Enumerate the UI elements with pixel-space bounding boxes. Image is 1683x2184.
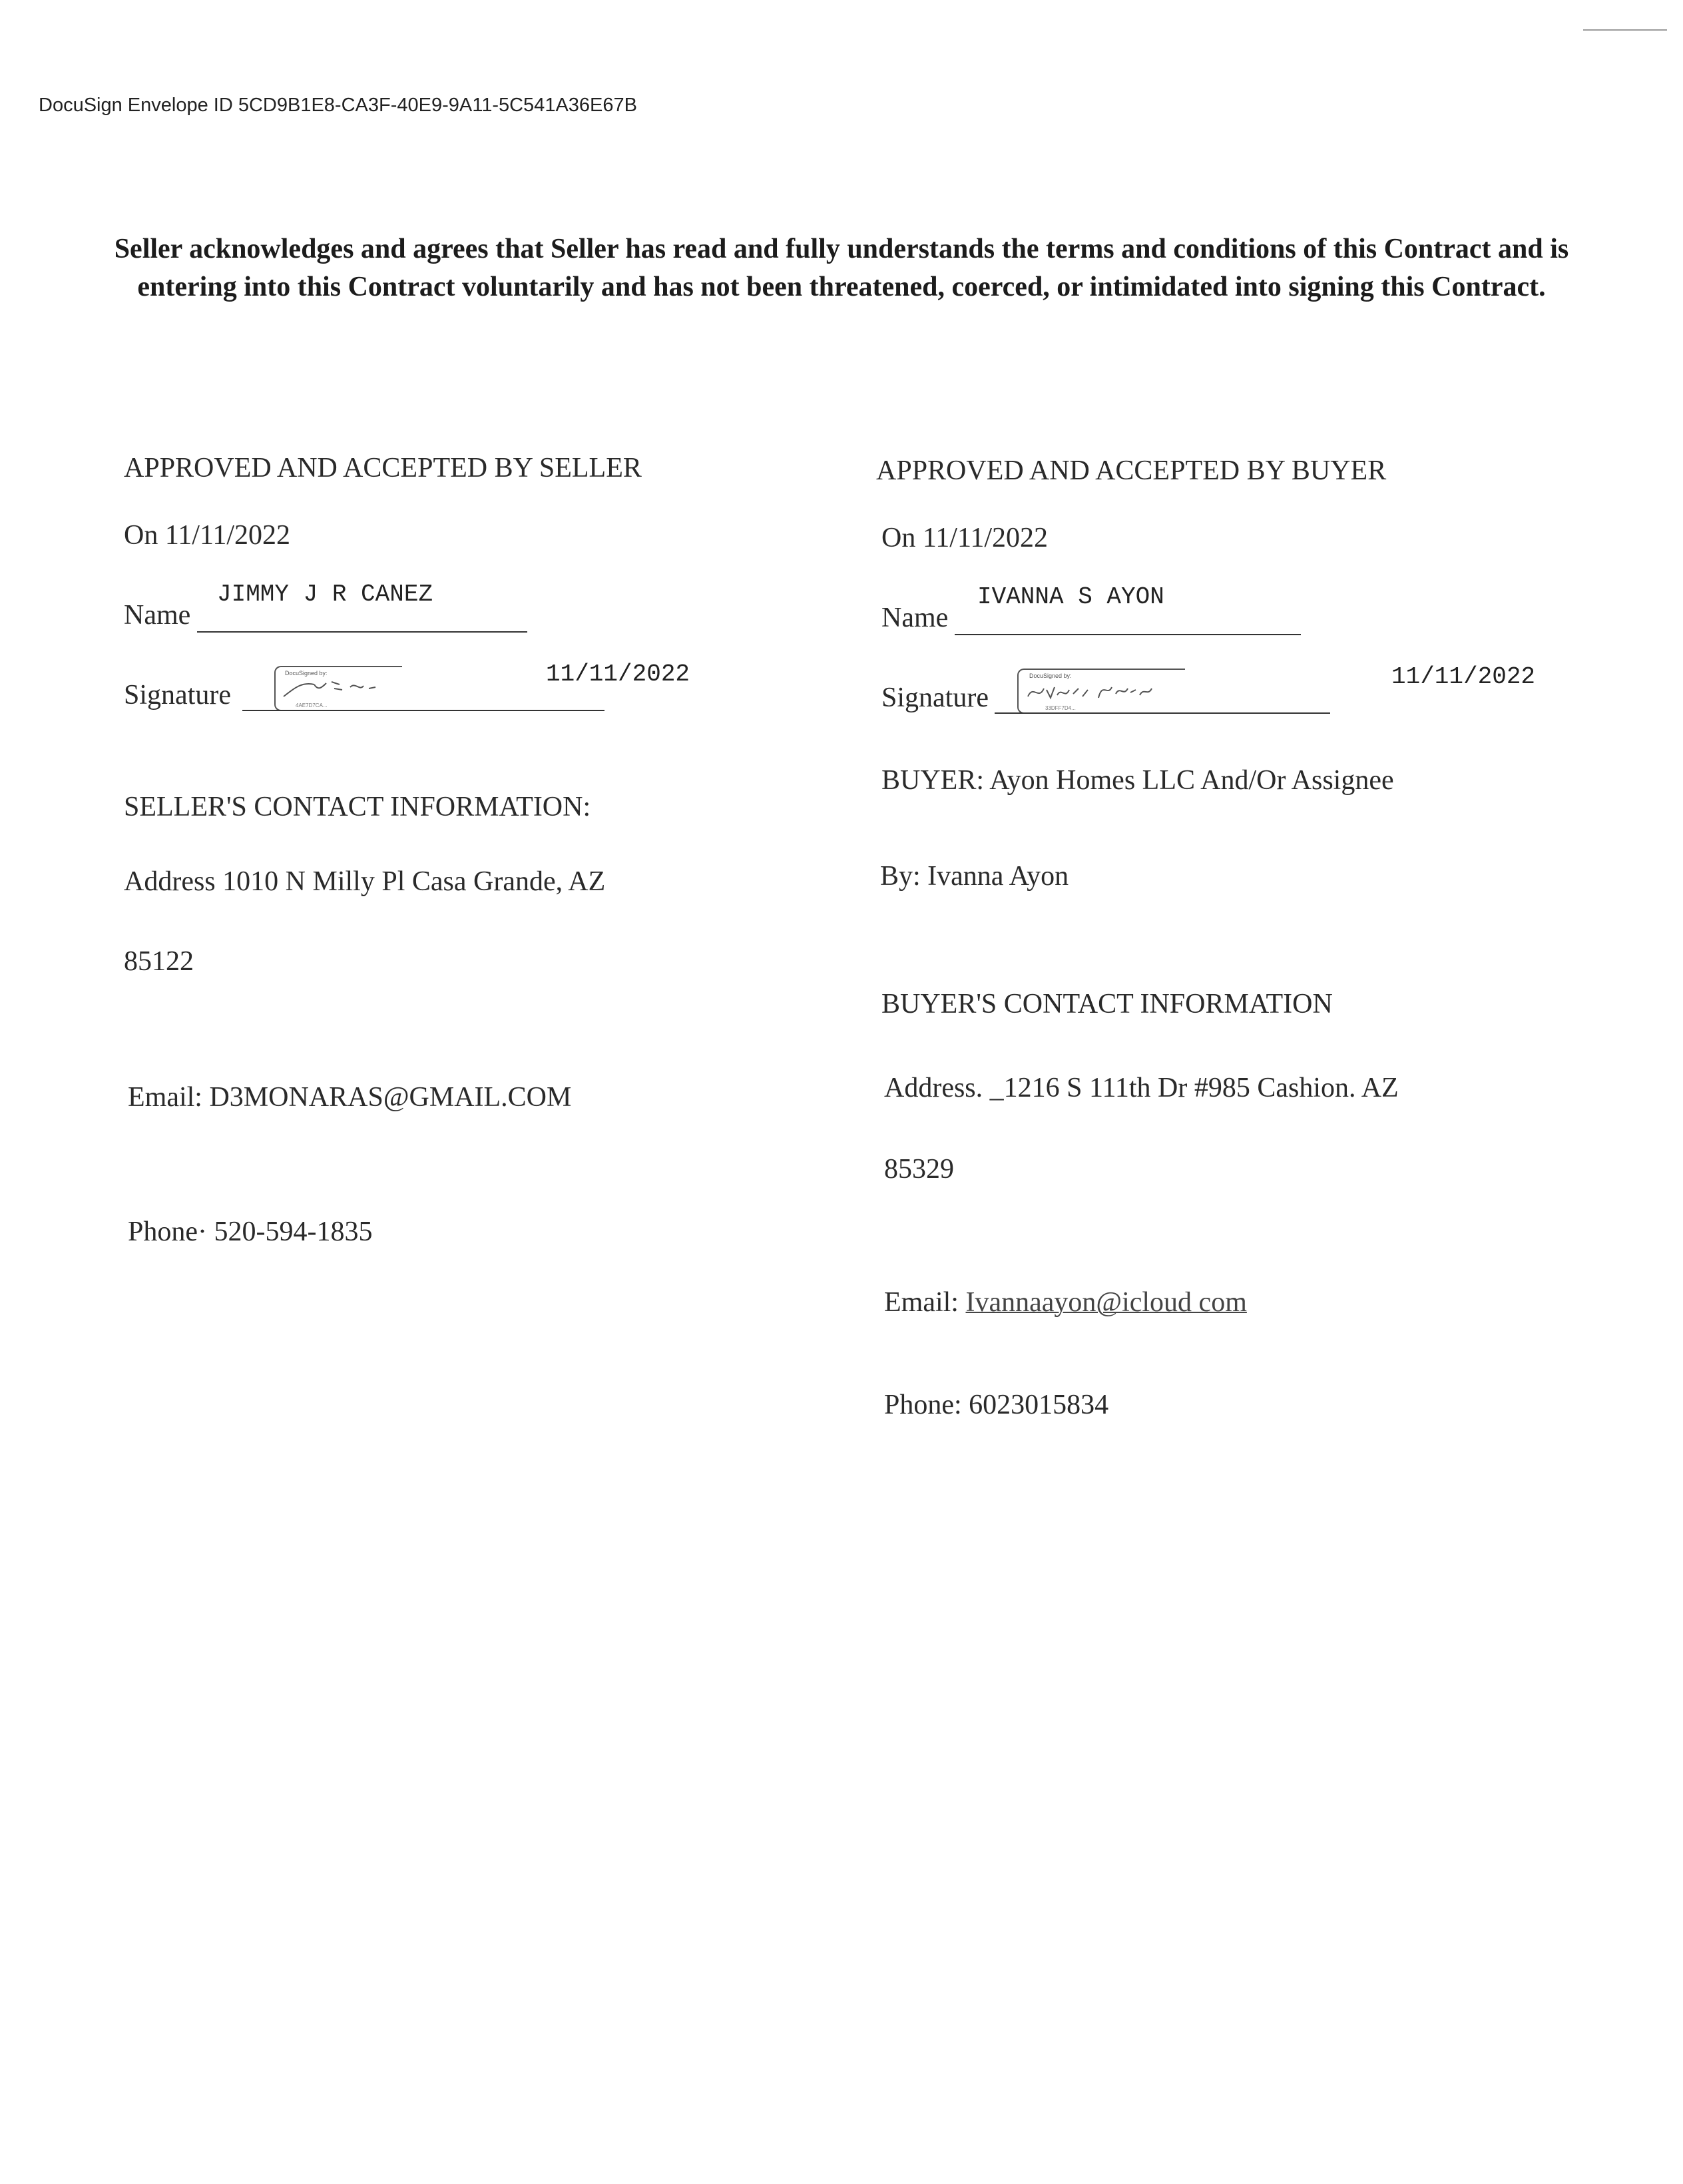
buyer-contact-heading: BUYER'S CONTACT INFORMATION — [881, 989, 1333, 1019]
buyer-signature-line — [995, 712, 1330, 714]
seller-name-value: JIMMY J R CANEZ — [217, 581, 433, 608]
buyer-address-line1: Address. _1216 S 111th Dr #985 Cashion. AZ — [884, 1073, 1399, 1103]
seller-name-label: Name — [124, 600, 191, 631]
seller-signature — [274, 666, 402, 711]
seller-signature-label: Signature — [124, 680, 231, 710]
seller-signature-line — [242, 710, 604, 711]
buyer-name-value: IVANNA S AYON — [977, 583, 1164, 611]
buyer-email-label: Email: — [884, 1287, 959, 1318]
buyer-email-link[interactable]: Ivannaayon@icloud com — [965, 1287, 1247, 1318]
seller-address-line2: 85122 — [124, 946, 194, 977]
seller-email: Email: D3MONARAS@GMAIL.COM — [128, 1082, 572, 1113]
seller-address-line1: Address 1010 N Milly Pl Casa Grande, AZ — [124, 866, 606, 897]
buyer-name-line — [955, 634, 1301, 635]
top-edge-rule — [1583, 29, 1667, 31]
envelope-id: DocuSign Envelope ID 5CD9B1E8-CA3F-40E9-9A11-5C541A36E67B — [39, 95, 637, 116]
svg-text:DocuSigned by:: DocuSigned by: — [285, 670, 328, 677]
buyer-name-label: Name — [881, 603, 949, 633]
buyer-signature-label: Signature — [881, 682, 989, 713]
buyer-signature — [1017, 669, 1185, 714]
seller-contact-heading: SELLER'S CONTACT INFORMATION: — [124, 792, 591, 822]
buyer-address-line2: 85329 — [884, 1154, 954, 1185]
buyer-by: By: Ivanna Ayon — [880, 861, 1069, 892]
seller-name-line — [197, 631, 527, 633]
seller-signature-date: 11/11/2022 — [546, 661, 690, 688]
buyer-entity: BUYER: Ayon Homes LLC And/Or Assignee — [881, 765, 1394, 796]
seller-phone: Phone· 520-594-1835 — [128, 1217, 373, 1247]
buyer-signature-date: 11/11/2022 — [1391, 663, 1536, 690]
svg-text:DocuSigned by:: DocuSigned by: — [1029, 673, 1072, 679]
buyer-phone: Phone: 6023015834 — [884, 1390, 1109, 1420]
buyer-email — [884, 1286, 1247, 1318]
buyer-heading: APPROVED AND ACCEPTED BY BUYER — [876, 455, 1387, 486]
svg-text:4AE7D7CA...: 4AE7D7CA... — [296, 702, 328, 708]
buyer-on-date: On 11/11/2022 — [881, 523, 1049, 553]
svg-text:33DFF7D4...: 33DFF7D4... — [1045, 705, 1076, 711]
seller-on-date: On 11/11/2022 — [124, 520, 291, 551]
acknowledgement-paragraph: Seller acknowledges and agrees that Seller has read and fully understands the terms and conditions of this Contract and is entering into this Contract voluntarily and has not been threatened, coerced, or intimidated into signing this Contract. — [114, 234, 1569, 302]
seller-heading: APPROVED AND ACCEPTED BY SELLER — [124, 453, 642, 483]
